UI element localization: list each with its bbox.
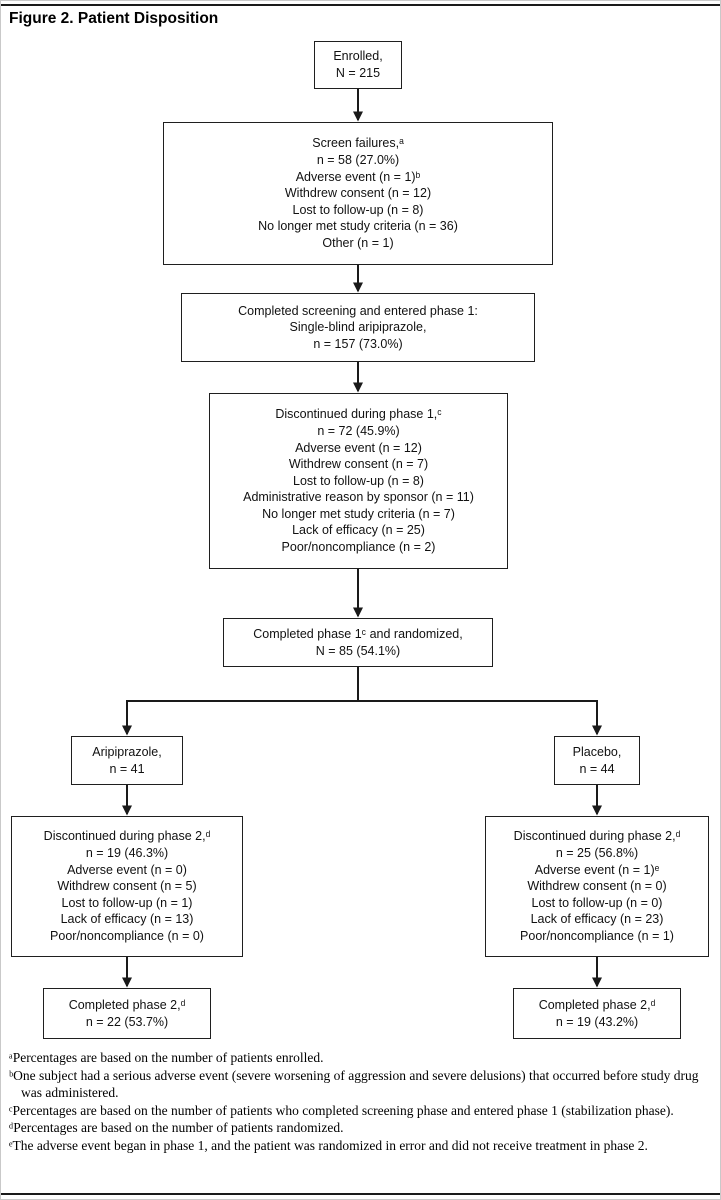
box-line: Poor/noncompliance (n = 2) — [281, 540, 436, 555]
box-line: Lost to follow-up (n = 8) — [293, 473, 424, 488]
box-line: Enrolled, — [333, 49, 383, 64]
box-discontinued-phase2-aripiprazole — [11, 816, 243, 957]
box-line: Lack of efficacy (n = 25) — [292, 523, 425, 538]
box-line: Lost to follow-up (n = 0) — [531, 895, 663, 910]
box-line: n = 19 (46.3%) — [85, 846, 169, 861]
box-line: Adverse event (n = 0) — [67, 862, 187, 877]
box-line: n = 157 (73.0%) — [313, 336, 403, 351]
box-line: N = 215 — [335, 66, 381, 80]
box-line: Adverse event (n = 1)ᵉ — [534, 862, 660, 877]
box-line: Withdrew consent (n = 0) — [527, 879, 667, 894]
box-line: Administrative reason by sponsor (n = 11) — [243, 490, 474, 505]
box-completed-phase2-aripiprazole — [43, 988, 211, 1039]
footnote-text: ᵉThe adverse event began in phase 1, and the patient was randomized in error and did not receive treatment in phase 2. — [9, 1137, 648, 1153]
box-line: Completed phase 2,ᵈ — [538, 997, 656, 1012]
figure-title: Figure 2. Patient Disposition — [9, 10, 219, 27]
box-line: Poor/noncompliance (n = 0) — [50, 928, 204, 943]
footnotes — [9, 1049, 712, 1154]
box-line: n = 44 — [579, 761, 615, 776]
box-line: Other (n = 1) — [322, 235, 394, 250]
box-line: No longer met study criteria (n = 36) — [258, 219, 458, 234]
box-placebo-arm — [554, 736, 640, 785]
box-line: Screen failures,ᵃ — [312, 136, 404, 151]
box-line: Withdrew consent (n = 12) — [284, 186, 432, 201]
box-line: No longer met study criteria (n = 7) — [262, 506, 455, 521]
box-line: Withdrew consent (n = 5) — [57, 879, 197, 894]
box-completed-phase1-randomized — [223, 618, 493, 667]
box-line: n = 22 (53.7%) — [85, 1014, 169, 1029]
box-line: Discontinued during phase 2,ᵈ — [43, 829, 211, 844]
bottom-rule — [1, 1193, 720, 1195]
box-line: Adverse event (n = 1)ᵇ — [295, 169, 421, 184]
box-line: Withdrew consent (n = 7) — [288, 457, 429, 472]
footnote-text: ᵇOne subject had a serious adverse event (severe worsening of aggression and severe delusions) that occurred before study drug was administered. — [9, 1067, 699, 1100]
box-line: Lack of efficacy (n = 13) — [60, 912, 194, 927]
box-line: Adverse event (n = 12) — [295, 440, 422, 455]
box-discontinued-phase1 — [209, 393, 508, 569]
box-line: Lost to follow-up (n = 8) — [292, 202, 424, 217]
box-discontinued-phase2-placebo — [485, 816, 709, 957]
box-line: N = 85 (54.1%) — [315, 643, 401, 658]
box-line: n = 58 (27.0%) — [316, 153, 400, 168]
box-line: Lack of efficacy (n = 23) — [530, 912, 664, 927]
box-line: Aripiprazole, — [92, 744, 162, 759]
box-enrolled — [314, 41, 402, 89]
box-line: Discontinued during phase 2,ᵈ — [513, 829, 681, 844]
box-completed-phase2-placebo — [513, 988, 681, 1039]
box-line: Discontinued during phase 1,ᶜ — [275, 407, 442, 422]
box-line: n = 19 (43.2%) — [555, 1014, 639, 1029]
box-completed-screening — [181, 293, 535, 362]
box-line: Completed phase 2,ᵈ — [68, 997, 186, 1012]
footnote-text: ᵃPercentages are based on the number of patients enrolled. — [9, 1050, 324, 1065]
footnote-text: ᶜPercentages are based on the number of patients who completed screening phase and entered phase 1 (stabilization phase). — [9, 1102, 674, 1118]
footnote-text: ᵈPercentages are based on the number of patients randomized. — [9, 1120, 344, 1135]
box-line: n = 72 (45.9%) — [317, 423, 400, 438]
box-line: Lost to follow-up (n = 1) — [61, 895, 193, 910]
box-aripiprazole-arm — [71, 736, 183, 785]
box-line: Completed phase 1ᶜ and randomized, — [253, 626, 463, 641]
box-line: n = 25 (56.8%) — [555, 846, 639, 861]
box-line: Poor/noncompliance (n = 1) — [520, 928, 674, 943]
box-line: Placebo, — [572, 744, 622, 759]
box-line: n = 41 — [109, 761, 145, 776]
box-line: Completed screening and entered phase 1: — [238, 303, 478, 318]
box-screen-failures — [163, 122, 553, 265]
box-line: Single-blind aripiprazole, — [289, 320, 427, 335]
